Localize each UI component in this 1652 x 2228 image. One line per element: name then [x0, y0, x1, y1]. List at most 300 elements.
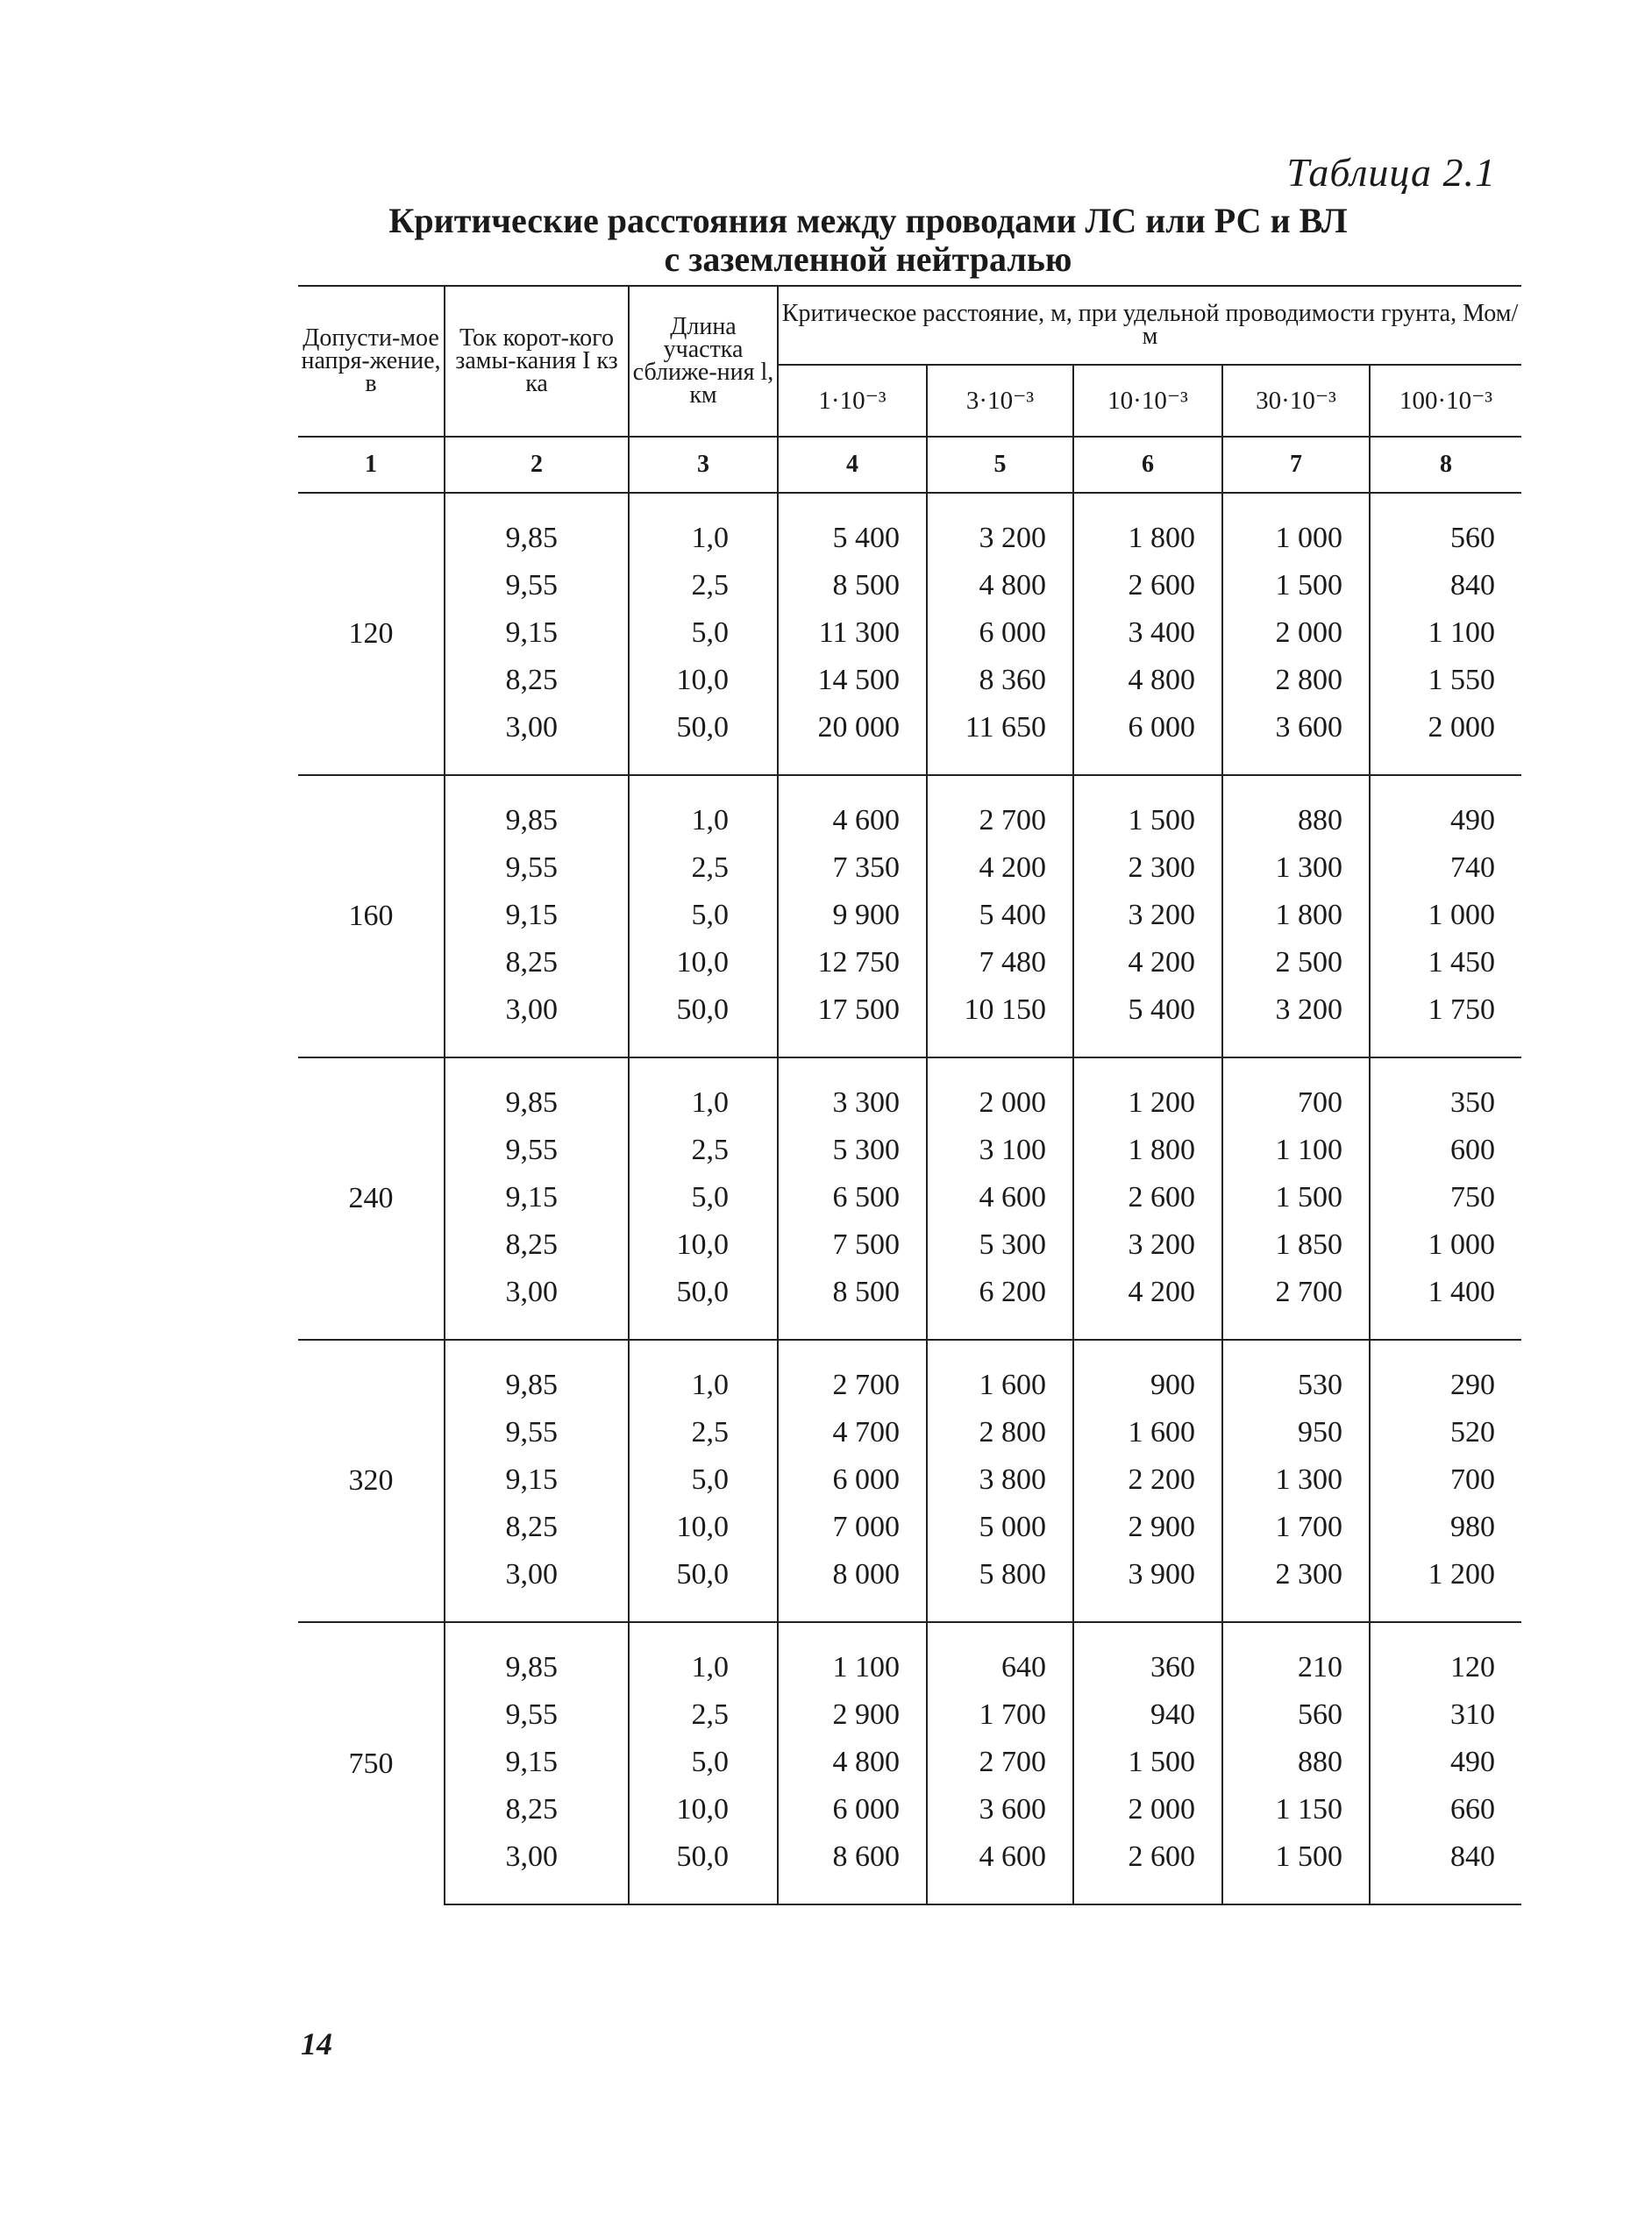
- spacer-cell: [629, 751, 778, 775]
- distance-cell-1: 7 500: [778, 1221, 927, 1269]
- distance-cell-100: 660: [1370, 1786, 1521, 1833]
- table-row: [298, 797, 1521, 844]
- distance-cell-30: 1 700: [1222, 1504, 1370, 1551]
- distance-cell-10: 1 500: [1073, 797, 1222, 844]
- distance-cell-30: 1 300: [1222, 844, 1370, 892]
- distance-cell-30: 2 000: [1222, 609, 1370, 657]
- header-conductivity-100: 100·10⁻³: [1370, 365, 1521, 437]
- short-circuit-current-cell: 9,85: [445, 797, 629, 844]
- spacer-cell: [445, 751, 629, 775]
- distance-cell-1: 9 900: [778, 892, 927, 939]
- distance-cell-10: 5 400: [1073, 986, 1222, 1034]
- spacer-cell: [1073, 493, 1222, 515]
- spacer-cell: [445, 1034, 629, 1057]
- distance-cell-3: 11 650: [927, 704, 1073, 751]
- distance-cell-100: 1 400: [1370, 1269, 1521, 1316]
- distance-cell-10: 3 200: [1073, 892, 1222, 939]
- spacer-cell: [1222, 751, 1370, 775]
- spacer-cell: [1073, 1340, 1222, 1362]
- table-row: [298, 1269, 1521, 1316]
- spacer-cell: [1222, 1057, 1370, 1079]
- short-circuit-current-cell: 9,15: [445, 1739, 629, 1786]
- distance-cell-100: 560: [1370, 515, 1521, 562]
- short-circuit-current-cell: 8,25: [445, 939, 629, 986]
- spacer-cell: [445, 1598, 629, 1622]
- group-spacer: [298, 1598, 1521, 1622]
- table-row: [298, 1644, 1521, 1691]
- spacer-cell: [629, 1034, 778, 1057]
- distance-cell-3: 3 800: [927, 1456, 1073, 1504]
- critical-distance-table: [298, 285, 1521, 1905]
- spacer-cell: [1370, 1316, 1521, 1340]
- spacer-cell: [445, 1340, 629, 1362]
- distance-cell-30: 1 800: [1222, 892, 1370, 939]
- distance-cell-1: 3 300: [778, 1079, 927, 1127]
- table-row: [298, 1456, 1521, 1504]
- distance-cell-10: 940: [1073, 1691, 1222, 1739]
- distance-cell-10: 2 200: [1073, 1456, 1222, 1504]
- header-voltage: Допусти-мое напря-жение, в: [298, 286, 445, 437]
- distance-cell-3: 8 360: [927, 657, 1073, 704]
- distance-cell-3: 10 150: [927, 986, 1073, 1034]
- short-circuit-current-cell: 9,15: [445, 892, 629, 939]
- table-title: [303, 202, 1434, 279]
- table-row: [298, 986, 1521, 1034]
- group-spacer: [298, 1057, 1521, 1079]
- distance-cell-30: 530: [1222, 1362, 1370, 1409]
- header-distance: Критическое расстояние, м, при удельной проводимости грунта, Мом/м: [778, 286, 1521, 365]
- table-row: [298, 1409, 1521, 1456]
- distance-cell-100: 980: [1370, 1504, 1521, 1551]
- spacer-cell: [1222, 1622, 1370, 1644]
- spacer-cell: [629, 1881, 778, 1904]
- table-row: [298, 657, 1521, 704]
- table-row: [298, 562, 1521, 609]
- spacer-cell: [1073, 751, 1222, 775]
- table-row: [298, 1127, 1521, 1174]
- distance-cell-1: 7 000: [778, 1504, 927, 1551]
- distance-cell-10: 360: [1073, 1644, 1222, 1691]
- spacer-cell: [778, 1034, 927, 1057]
- spacer-cell: [778, 1598, 927, 1622]
- spacer-cell: [1222, 1340, 1370, 1362]
- spacer-cell: [1370, 493, 1521, 515]
- distance-cell-3: 2 700: [927, 797, 1073, 844]
- distance-cell-1: 12 750: [778, 939, 927, 986]
- spacer-cell: [927, 1622, 1073, 1644]
- spacer-cell: [1073, 1881, 1222, 1904]
- distance-cell-1: 5 400: [778, 515, 927, 562]
- short-circuit-current-cell: 3,00: [445, 986, 629, 1034]
- table-row: [298, 704, 1521, 751]
- table-row: [298, 1221, 1521, 1269]
- table-row: [298, 939, 1521, 986]
- distance-cell-30: 1 500: [1222, 1833, 1370, 1881]
- distance-cell-3: 6 200: [927, 1269, 1073, 1316]
- distance-cell-3: 7 480: [927, 939, 1073, 986]
- spacer-cell: [1073, 1598, 1222, 1622]
- spacer-cell: [445, 775, 629, 797]
- distance-cell-100: 1 750: [1370, 986, 1521, 1034]
- distance-cell-100: 600: [1370, 1127, 1521, 1174]
- short-circuit-current-cell: 8,25: [445, 657, 629, 704]
- section-length-cell: 2,5: [629, 562, 778, 609]
- group-spacer: [298, 1881, 1521, 1904]
- spacer-cell: [778, 493, 927, 515]
- distance-cell-1: 8 600: [778, 1833, 927, 1881]
- spacer-cell: [1073, 1316, 1222, 1340]
- distance-cell-10: 1 200: [1073, 1079, 1222, 1127]
- distance-cell-30: 2 500: [1222, 939, 1370, 986]
- spacer-cell: [778, 1057, 927, 1079]
- distance-cell-10: 4 800: [1073, 657, 1222, 704]
- distance-cell-30: 3 600: [1222, 704, 1370, 751]
- distance-cell-1: 6 500: [778, 1174, 927, 1221]
- distance-cell-3: 5 800: [927, 1551, 1073, 1598]
- distance-cell-3: 6 000: [927, 609, 1073, 657]
- spacer-cell: [927, 493, 1073, 515]
- section-length-cell: 10,0: [629, 939, 778, 986]
- short-circuit-current-cell: 8,25: [445, 1221, 629, 1269]
- distance-cell-1: 8 000: [778, 1551, 927, 1598]
- distance-cell-3: 1 600: [927, 1362, 1073, 1409]
- distance-cell-100: 1 450: [1370, 939, 1521, 986]
- distance-cell-100: 1 100: [1370, 609, 1521, 657]
- distance-cell-100: 750: [1370, 1174, 1521, 1221]
- spacer-cell: [1073, 1622, 1222, 1644]
- section-length-cell: 10,0: [629, 657, 778, 704]
- spacer-cell: [927, 751, 1073, 775]
- short-circuit-current-cell: 9,55: [445, 562, 629, 609]
- distance-cell-100: 840: [1370, 1833, 1521, 1881]
- spacer-cell: [927, 1316, 1073, 1340]
- section-length-cell: 1,0: [629, 1079, 778, 1127]
- distance-cell-100: 1 550: [1370, 657, 1521, 704]
- column-number: 2: [445, 437, 629, 493]
- section-length-cell: 1,0: [629, 797, 778, 844]
- spacer-cell: [778, 1316, 927, 1340]
- table-row: [298, 1504, 1521, 1551]
- spacer-cell: [445, 493, 629, 515]
- spacer-cell: [1370, 1057, 1521, 1079]
- title-line-1: Критические расстояния между проводами ЛС или РС и ВЛ: [388, 201, 1348, 240]
- distance-cell-30: 1 100: [1222, 1127, 1370, 1174]
- title-line-2: с заземленной нейтралью: [664, 239, 1072, 279]
- section-length-cell: 5,0: [629, 1174, 778, 1221]
- column-number: 6: [1073, 437, 1222, 493]
- table-row: [298, 1362, 1521, 1409]
- column-number: 5: [927, 437, 1073, 493]
- distance-cell-30: 1 500: [1222, 562, 1370, 609]
- distance-cell-100: 1 200: [1370, 1551, 1521, 1598]
- distance-cell-30: 1 300: [1222, 1456, 1370, 1504]
- distance-cell-10: 4 200: [1073, 1269, 1222, 1316]
- section-length-cell: 50,0: [629, 1833, 778, 1881]
- table-label: Таблица 2.1: [1286, 150, 1496, 195]
- voltage-cell: 240: [298, 1057, 445, 1340]
- distance-cell-10: 1 500: [1073, 1739, 1222, 1786]
- distance-cell-10: 2 600: [1073, 1174, 1222, 1221]
- spacer-cell: [1370, 1034, 1521, 1057]
- short-circuit-current-cell: 3,00: [445, 1833, 629, 1881]
- section-length-cell: 1,0: [629, 1362, 778, 1409]
- spacer-cell: [629, 1598, 778, 1622]
- distance-cell-3: 3 200: [927, 515, 1073, 562]
- distance-cell-100: 310: [1370, 1691, 1521, 1739]
- distance-cell-100: 490: [1370, 1739, 1521, 1786]
- distance-cell-30: 1 150: [1222, 1786, 1370, 1833]
- short-circuit-current-cell: 9,85: [445, 1644, 629, 1691]
- distance-cell-1: 7 350: [778, 844, 927, 892]
- spacer-cell: [445, 1057, 629, 1079]
- distance-cell-1: 2 900: [778, 1691, 927, 1739]
- section-length-cell: 50,0: [629, 1269, 778, 1316]
- distance-cell-1: 1 100: [778, 1644, 927, 1691]
- distance-cell-100: 1 000: [1370, 1221, 1521, 1269]
- header-length: Длина участка сближе-ния l, км: [629, 286, 778, 437]
- group-spacer: [298, 751, 1521, 775]
- section-length-cell: 2,5: [629, 1691, 778, 1739]
- distance-cell-1: 8 500: [778, 1269, 927, 1316]
- distance-cell-10: 1 800: [1073, 1127, 1222, 1174]
- distance-cell-30: 880: [1222, 797, 1370, 844]
- short-circuit-current-cell: 9,85: [445, 1079, 629, 1127]
- distance-cell-3: 5 000: [927, 1504, 1073, 1551]
- spacer-cell: [1370, 751, 1521, 775]
- short-circuit-current-cell: 3,00: [445, 1269, 629, 1316]
- distance-cell-1: 4 700: [778, 1409, 927, 1456]
- section-length-cell: 10,0: [629, 1504, 778, 1551]
- distance-cell-100: 2 000: [1370, 704, 1521, 751]
- spacer-cell: [1370, 1622, 1521, 1644]
- spacer-cell: [778, 1881, 927, 1904]
- distance-cell-100: 740: [1370, 844, 1521, 892]
- section-length-cell: 5,0: [629, 609, 778, 657]
- group-spacer: [298, 1340, 1521, 1362]
- section-length-cell: 10,0: [629, 1786, 778, 1833]
- column-number: 3: [629, 437, 778, 493]
- section-length-cell: 1,0: [629, 1644, 778, 1691]
- distance-cell-3: 640: [927, 1644, 1073, 1691]
- distance-cell-10: 2 600: [1073, 1833, 1222, 1881]
- spacer-cell: [1222, 1316, 1370, 1340]
- section-length-cell: 5,0: [629, 892, 778, 939]
- spacer-cell: [927, 1057, 1073, 1079]
- table-row: [298, 1551, 1521, 1598]
- header-conductivity-3: 3·10⁻³: [927, 365, 1073, 437]
- distance-cell-1: 6 000: [778, 1456, 927, 1504]
- distance-cell-1: 14 500: [778, 657, 927, 704]
- distance-cell-3: 2 000: [927, 1079, 1073, 1127]
- spacer-cell: [629, 775, 778, 797]
- distance-cell-10: 2 000: [1073, 1786, 1222, 1833]
- section-length-cell: 50,0: [629, 986, 778, 1034]
- spacer-cell: [629, 1622, 778, 1644]
- distance-cell-1: 5 300: [778, 1127, 927, 1174]
- column-number: 8: [1370, 437, 1521, 493]
- distance-cell-30: 560: [1222, 1691, 1370, 1739]
- distance-cell-10: 900: [1073, 1362, 1222, 1409]
- spacer-cell: [1073, 1034, 1222, 1057]
- column-number: 1: [298, 437, 445, 493]
- section-length-cell: 50,0: [629, 704, 778, 751]
- distance-cell-3: 4 800: [927, 562, 1073, 609]
- distance-cell-100: 120: [1370, 1644, 1521, 1691]
- spacer-cell: [629, 1057, 778, 1079]
- short-circuit-current-cell: 8,25: [445, 1786, 629, 1833]
- distance-cell-30: 1 500: [1222, 1174, 1370, 1221]
- spacer-cell: [445, 1622, 629, 1644]
- spacer-cell: [445, 1881, 629, 1904]
- group-spacer: [298, 1316, 1521, 1340]
- distance-cell-3: 4 600: [927, 1833, 1073, 1881]
- distance-cell-3: 4 200: [927, 844, 1073, 892]
- section-length-cell: 2,5: [629, 1409, 778, 1456]
- distance-cell-3: 3 600: [927, 1786, 1073, 1833]
- table-row: [298, 515, 1521, 562]
- spacer-cell: [1370, 1340, 1521, 1362]
- distance-cell-10: 1 600: [1073, 1409, 1222, 1456]
- distance-cell-1: 20 000: [778, 704, 927, 751]
- section-length-cell: 5,0: [629, 1739, 778, 1786]
- spacer-cell: [1073, 1057, 1222, 1079]
- distance-cell-3: 2 800: [927, 1409, 1073, 1456]
- distance-cell-10: 3 400: [1073, 609, 1222, 657]
- distance-cell-10: 6 000: [1073, 704, 1222, 751]
- spacer-cell: [1222, 1881, 1370, 1904]
- spacer-cell: [1222, 775, 1370, 797]
- spacer-cell: [927, 1598, 1073, 1622]
- spacer-cell: [927, 775, 1073, 797]
- spacer-cell: [778, 1622, 927, 1644]
- distance-cell-100: 520: [1370, 1409, 1521, 1456]
- column-number: 4: [778, 437, 927, 493]
- spacer-cell: [629, 1340, 778, 1362]
- section-length-cell: 2,5: [629, 844, 778, 892]
- distance-cell-3: 5 300: [927, 1221, 1073, 1269]
- column-number: 7: [1222, 437, 1370, 493]
- header-conductivity-1: 1·10⁻³: [778, 365, 927, 437]
- short-circuit-current-cell: 9,55: [445, 1127, 629, 1174]
- distance-cell-10: 2 300: [1073, 844, 1222, 892]
- distance-cell-1: 8 500: [778, 562, 927, 609]
- spacer-cell: [1370, 1598, 1521, 1622]
- distance-cell-3: 3 100: [927, 1127, 1073, 1174]
- distance-cell-3: 5 400: [927, 892, 1073, 939]
- spacer-cell: [1222, 1034, 1370, 1057]
- spacer-cell: [629, 1316, 778, 1340]
- voltage-cell: 320: [298, 1340, 445, 1622]
- distance-cell-1: 17 500: [778, 986, 927, 1034]
- short-circuit-current-cell: 8,25: [445, 1504, 629, 1551]
- table-body: [298, 437, 1521, 1904]
- distance-cell-10: 3 200: [1073, 1221, 1222, 1269]
- short-circuit-current-cell: 9,55: [445, 1409, 629, 1456]
- short-circuit-current-cell: 9,55: [445, 1691, 629, 1739]
- group-spacer: [298, 1034, 1521, 1057]
- short-circuit-current-cell: 9,85: [445, 515, 629, 562]
- table-row: [298, 1174, 1521, 1221]
- distance-cell-10: 3 900: [1073, 1551, 1222, 1598]
- section-length-cell: 1,0: [629, 515, 778, 562]
- distance-cell-100: 840: [1370, 562, 1521, 609]
- table-row: [298, 1079, 1521, 1127]
- header-current: Ток корот-кого замы-кания I кз ка: [445, 286, 629, 437]
- section-length-cell: 50,0: [629, 1551, 778, 1598]
- table-row: [298, 1739, 1521, 1786]
- short-circuit-current-cell: 3,00: [445, 1551, 629, 1598]
- table-row: [298, 1833, 1521, 1881]
- spacer-cell: [778, 775, 927, 797]
- group-spacer: [298, 493, 1521, 515]
- spacer-cell: [1370, 1881, 1521, 1904]
- distance-cell-1: 11 300: [778, 609, 927, 657]
- distance-cell-100: 490: [1370, 797, 1521, 844]
- distance-cell-1: 6 000: [778, 1786, 927, 1833]
- group-spacer: [298, 1622, 1521, 1644]
- spacer-cell: [445, 1316, 629, 1340]
- distance-cell-100: 1 000: [1370, 892, 1521, 939]
- distance-cell-30: 3 200: [1222, 986, 1370, 1034]
- short-circuit-current-cell: 9,85: [445, 1362, 629, 1409]
- distance-cell-1: 4 600: [778, 797, 927, 844]
- distance-cell-30: 210: [1222, 1644, 1370, 1691]
- distance-cell-100: 700: [1370, 1456, 1521, 1504]
- short-circuit-current-cell: 9,15: [445, 1174, 629, 1221]
- table-row: [298, 609, 1521, 657]
- distance-cell-30: 950: [1222, 1409, 1370, 1456]
- distance-cell-3: 4 600: [927, 1174, 1073, 1221]
- column-number-row: [298, 437, 1521, 493]
- distance-cell-1: 2 700: [778, 1362, 927, 1409]
- distance-cell-10: 2 900: [1073, 1504, 1222, 1551]
- page-number: 14: [301, 2026, 332, 2061]
- short-circuit-current-cell: 9,15: [445, 1456, 629, 1504]
- header-conductivity-10: 10·10⁻³: [1073, 365, 1222, 437]
- distance-cell-1: 4 800: [778, 1739, 927, 1786]
- short-circuit-current-cell: 9,15: [445, 609, 629, 657]
- spacer-cell: [629, 493, 778, 515]
- short-circuit-current-cell: 9,55: [445, 844, 629, 892]
- table-row: [298, 1691, 1521, 1739]
- spacer-cell: [778, 1340, 927, 1362]
- table-row: [298, 1786, 1521, 1833]
- distance-cell-100: 290: [1370, 1362, 1521, 1409]
- distance-cell-10: 1 800: [1073, 515, 1222, 562]
- distance-cell-30: 2 800: [1222, 657, 1370, 704]
- table-row: [298, 892, 1521, 939]
- distance-cell-3: 2 700: [927, 1739, 1073, 1786]
- distance-cell-30: 880: [1222, 1739, 1370, 1786]
- spacer-cell: [778, 751, 927, 775]
- distance-cell-30: 2 700: [1222, 1269, 1370, 1316]
- table-row: [298, 844, 1521, 892]
- distance-cell-30: 700: [1222, 1079, 1370, 1127]
- header-conductivity-30: 30·10⁻³: [1222, 365, 1370, 437]
- spacer-cell: [927, 1881, 1073, 1904]
- distance-cell-10: 4 200: [1073, 939, 1222, 986]
- short-circuit-current-cell: 3,00: [445, 704, 629, 751]
- distance-cell-10: 2 600: [1073, 562, 1222, 609]
- distance-cell-100: 350: [1370, 1079, 1521, 1127]
- section-length-cell: 10,0: [629, 1221, 778, 1269]
- voltage-cell: 120: [348, 617, 394, 650]
- distance-cell-30: 1 000: [1222, 515, 1370, 562]
- voltage-cell: 160: [298, 775, 445, 1057]
- spacer-cell: [1222, 493, 1370, 515]
- voltage-cell: 750: [298, 1622, 445, 1904]
- spacer-cell: [927, 1340, 1073, 1362]
